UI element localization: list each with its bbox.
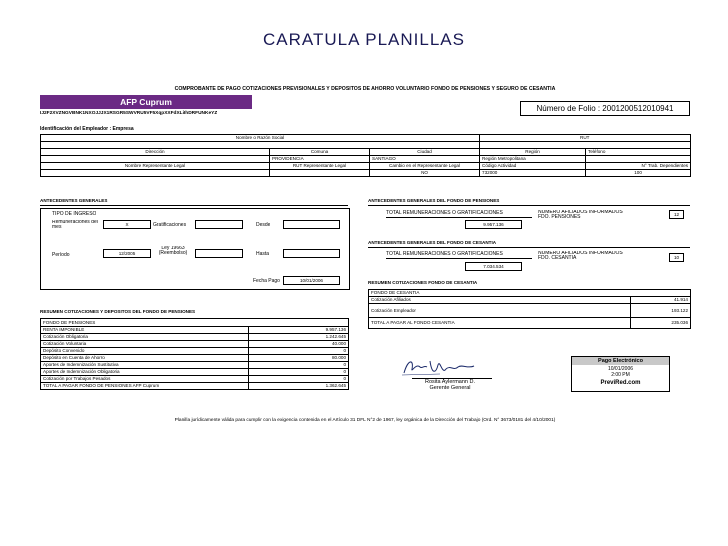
antecedentes-title: ANTECEDENTES GENERALES (40, 198, 108, 203)
fondo-pensiones-general-title: ANTECEDENTES GENERALES DEL FONDO DE PENSIONES (368, 198, 500, 203)
hasta-label: Hasta (256, 251, 270, 257)
pensiones-row-label: Cotización Voluntaria (41, 341, 249, 348)
pensiones-row-value: 1.362.645 (249, 383, 349, 390)
signer-name: Rosita Aylermann D. (424, 379, 476, 385)
desde-field (283, 220, 340, 229)
ciudad-header: Ciudad (370, 149, 480, 156)
periodo-field: 12/2005 (103, 249, 151, 258)
page-title: CARATULA PLANILLAS (263, 30, 465, 49)
fc-total-underline (386, 258, 532, 259)
pensiones-row-value: 0 (249, 362, 349, 369)
telefono-header: Teléfono (586, 149, 691, 156)
fc-afiliados-value: 10 (669, 253, 684, 262)
pensiones-subtitle: FONDO DE PENSIONES (41, 319, 349, 327)
resumen-cesantia-table (368, 289, 691, 329)
fp-afiliados-label: NUMERO AFILIADOS INFORMADOS FDO. PENSIONES (538, 210, 623, 220)
razon-social-label: Nombre o Razón Social (41, 135, 480, 142)
fp-afiliados-value: 12 (669, 210, 684, 219)
remuneraciones-checkbox: X (103, 220, 151, 229)
pensiones-row-label: Depósito Convenido (41, 348, 249, 355)
cesantia-subtitle: FONDO DE CESANTIA (369, 290, 691, 297)
pensiones-row-label: Depósito en Cuenta de Ahorro (41, 355, 249, 362)
employer-section-label: Identificación del Empleador : Empresa (40, 126, 134, 132)
pensiones-row-label: Aportes de Indemnización Obligatoria (41, 369, 249, 376)
remuneraciones-label: Remuneraciones del mes (52, 220, 98, 230)
pensiones-row-label: Cotización Obligatoria (41, 334, 249, 341)
afp-name-bar: AFP Cuprum (40, 95, 252, 109)
ciudad-value: SANTIAGO (370, 156, 480, 163)
resumen-pensiones-table (40, 318, 349, 390)
pensiones-row-label: RENTA IMPONIBLE (41, 327, 249, 334)
comuna-value: PROVIDENCIA (270, 156, 370, 163)
folio-number: Número de Folio : 2001200512010941 (520, 101, 690, 116)
periodo-label: Período (52, 252, 70, 258)
comuna-header: Comuna (270, 149, 370, 156)
representante-value (41, 170, 270, 177)
pensiones-row-value: 9.957.136 (249, 327, 349, 334)
direccion-header: Dirección (41, 149, 270, 156)
pensiones-row-value: 0 (249, 376, 349, 383)
rut-representante-header: RUT Representante Legal (270, 163, 370, 170)
rut-label: RUT (480, 135, 691, 142)
fondo-cesantia-general-title: ANTECEDENTES GENERALES DEL FONDO DE CESANTIA (368, 240, 497, 245)
pensiones-row-value: 0 (249, 369, 349, 376)
codigo-actividad-value: 732000 (480, 170, 586, 177)
cesantia-row-value: 41.914 (631, 297, 691, 304)
pago-time: 2:00 PM (611, 372, 630, 378)
desde-label: Desde (256, 222, 271, 228)
direccion-value (41, 156, 270, 163)
codigo-actividad-header: Código Actividad (480, 163, 586, 170)
fecha-pago-label: Fecha Pago (253, 278, 280, 284)
fondo-cesantia-general-underline (368, 247, 690, 248)
employer-table (40, 134, 691, 177)
pensiones-row-value: 1.242.645 (249, 334, 349, 341)
resumen-pensiones-title: RESUMEN COTIZACIONES Y DEPOSITOS DEL FONDO DE PENSIONES (40, 309, 196, 314)
antecedentes-underline (40, 205, 348, 206)
fondo-pensiones-general-underline (368, 205, 690, 206)
region-header: Región (480, 149, 586, 156)
signature-mark (400, 355, 480, 379)
previred-link[interactable]: PreviRed.com (600, 380, 641, 386)
document-header: COMPROBANTE DE PAGO COTIZACIONES PREVISIONALES Y DEPOSITOS DE AHORRO VOLUNTARIO FONDO DE PENSIONES Y SEGURO DE CESANTIA (174, 86, 556, 92)
fc-afiliados-label: NUMERO AFILIADOS INFORMADOS FDO. CESANTIA (538, 251, 623, 261)
fp-total-value: 9.957.136 (465, 220, 522, 229)
cesantia-row-label: Cotización Afiliados (369, 297, 631, 304)
fc-total-value: 7.034.534 (465, 262, 522, 271)
cesantia-row-value: 235.036 (631, 318, 691, 329)
representante-header: Nombre Representante Legal (41, 163, 270, 170)
resumen-cesantia-title: RESUMEN COTIZACIONES FONDO DE CESANTIA (368, 280, 478, 285)
pensiones-row-label: Aportes de Indemnización Sustitutiva (41, 362, 249, 369)
legal-footer: Planilla jurídicamente válida para cumplir con la exigencia contenida en el Artículo 31 DFL N°2 de 1967, ley orgánica de la Dirección del Trabajo (Ord. N° 3673/0181 del 4/10/2001) (174, 418, 556, 423)
pensiones-row-label: TOTAL A PAGAR FONDO DE PENSIONES AFP Cuprum (41, 383, 249, 390)
pensiones-row-value: 80.000 (249, 355, 349, 362)
pago-electronico-title: Pago Electrónico (572, 357, 669, 365)
fecha-pago-field: 10/01/2006 (283, 276, 340, 285)
cesantia-row-label: TOTAL A PAGAR AL FONDO CESANTIA (369, 318, 631, 329)
pensiones-row-value: 0 (249, 348, 349, 355)
region-value: Región Metropolitana (480, 156, 586, 163)
cambio-representante-value: NO (370, 170, 480, 177)
gratificaciones-checkbox (195, 220, 243, 229)
cesantia-row-label: Cotización Empleador (369, 304, 631, 318)
gratificaciones-label: Gratificaciones (153, 222, 187, 228)
fp-total-underline (386, 217, 532, 218)
tipo-ingreso-label: TIPO DE INGRESO (52, 211, 97, 217)
ley-label: Ley 19663 (Reembolso) (158, 246, 188, 256)
trabajadores-value: 100 (586, 170, 691, 177)
rut-representante-value (270, 170, 370, 177)
fc-total-label: TOTAL REMUNERACIONES O GRATIFICACIONES (386, 251, 503, 257)
pago-date: 10/01/2006 (607, 366, 634, 372)
trabajadores-header: N° Trab. Dependientes (586, 163, 691, 170)
pensiones-row-label: Cotización por Trabajos Pesados (41, 376, 249, 383)
pensiones-row-value: 40.000 (249, 341, 349, 348)
cesantia-row-value: 193.122 (631, 304, 691, 318)
fp-total-label: TOTAL REMUNERACIONES O GRATIFICACIONES (386, 210, 503, 216)
hasta-field (283, 249, 340, 258)
signer-role: Gerente General (429, 385, 471, 391)
ley-checkbox (195, 249, 243, 258)
cambio-representante-header: Cambio en el Representante Legal (370, 163, 480, 170)
barcode-text: IJ2F2XVZNGVBNK1NXOJJJX1RSGR5SWVRU5VF5XqpXXFdXLiIhDRFUNKeYZ (40, 111, 218, 116)
telefono-value (586, 156, 691, 163)
